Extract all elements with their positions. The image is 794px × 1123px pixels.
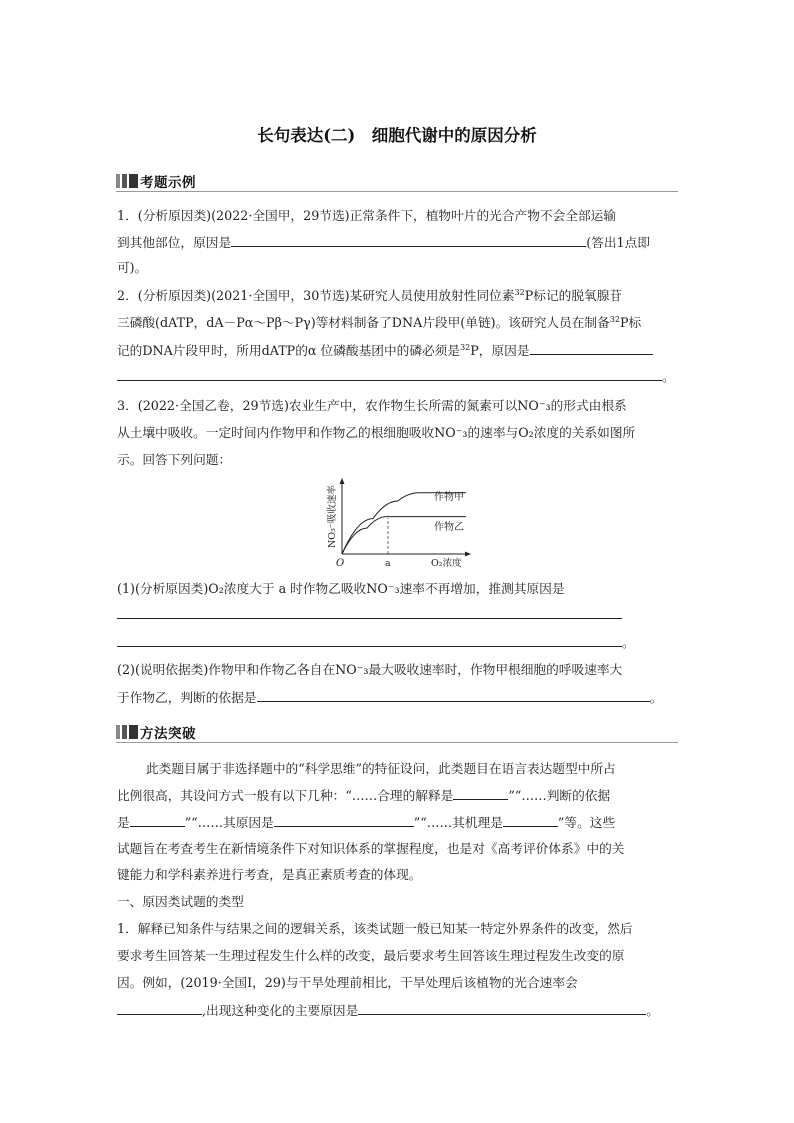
section-label: 方法突破 <box>140 726 196 742</box>
section-divider <box>116 742 678 743</box>
q3-line-1: 3．(2022·全国乙卷，29节选)农业生产中，农作物生长所需的氮素可以NO⁻₃的形式由根系 <box>117 398 627 413</box>
q2-line-2 <box>117 315 679 333</box>
y-axis-label: NO₃⁻吸收速率 <box>327 485 338 548</box>
method-item-1-line-3: 因。例如，(2019·全国Ⅰ，29)与干旱处理前相比，干旱处理后该植物的光合速率会 <box>117 975 578 990</box>
answer-blank[interactable] <box>231 234 586 247</box>
q2-text: 2．(分析原因类)(2021·全国甲，30节选)某研究人员使用放射性同位素 <box>117 288 515 303</box>
method-para-line-1: 此类题目属于非选择题中的“科学思维”的特征设问，此类题目在语言表达题型中所占 <box>146 761 616 776</box>
method-text: ”“……判断的依据 <box>508 788 611 803</box>
q1-line-1: 1．(分析原因类)(2022·全国甲，29节选)正常条件下，植物叶片的光合产物不会全部运输 <box>117 208 617 223</box>
answer-blank[interactable] <box>453 787 508 800</box>
sub1-line-3 <box>117 634 679 651</box>
q2-text: P，原因是 <box>470 343 530 358</box>
q2-line-4 <box>117 368 679 385</box>
section-label: 考题示例 <box>140 175 196 191</box>
q3-line-2: 从土壤中吸收。一定时间内作物甲和作物乙的根细胞吸收NO⁻₃的速率与O₂浓度的关系如图所 <box>117 425 636 440</box>
section-divider <box>116 191 678 192</box>
answer-blank[interactable] <box>117 634 622 647</box>
section-marker-icon <box>116 723 138 741</box>
method-text: ”“……其原因是 <box>184 815 274 830</box>
sub2-line-1: (2)(说明依据类)作物甲和作物乙各自在NO⁻₃最大吸收速率时，作物甲根细胞的呼吸速率大 <box>117 662 623 677</box>
method-para-line-3 <box>117 814 679 831</box>
sub2-end: 。 <box>649 690 663 705</box>
chart-axes <box>340 478 472 557</box>
q2-sup: 32 <box>609 315 620 324</box>
method-text: 比例很高，其设问方式一般有以下几种：“……合理的解释是 <box>117 788 454 803</box>
answer-blank[interactable] <box>117 1002 202 1015</box>
answer-blank[interactable] <box>117 368 662 381</box>
answer-blank[interactable] <box>257 689 650 702</box>
method-text: 是 <box>117 815 130 830</box>
method-item-1-line-2: 要求考生回答某一生理过程发生什么样的改变，最后要求考生回答该生理过程发生改变的原 <box>117 948 625 963</box>
answer-blank[interactable] <box>503 814 558 827</box>
sub2-text: 于作物乙，判断的依据是 <box>117 690 257 705</box>
sub1-line-1: (1)(分析原因类)O₂浓度大于 a 时作物乙吸收NO⁻₃速率不再增加，推测其原因是 <box>117 581 565 596</box>
q1-line-3: 可)。 <box>117 260 148 275</box>
y-axis-arrow-icon <box>340 478 345 484</box>
sub1-end: 。 <box>622 635 635 650</box>
series-label-crop-a: 作物甲 <box>434 492 464 503</box>
q2-line-1 <box>117 288 679 306</box>
q1-text: (答出1点即 <box>586 235 650 250</box>
sub2-line-2 <box>117 689 679 706</box>
q2-text: 三磷酸(dATP，dA－Pα～Pβ～Pγ)等材料制备了DNA片段甲(单链)。该研究人员在制备 <box>117 315 610 330</box>
sub1-line-2 <box>117 606 679 623</box>
uptake-rate-chart <box>316 478 486 570</box>
method-para-line-5: 键能力和学科素养进行考查，是真正素质考查的体现。 <box>117 867 422 882</box>
answer-blank[interactable] <box>358 1002 646 1015</box>
q2-text: P标记的脱氧腺苷 <box>524 288 623 303</box>
section-marker-icon <box>116 172 138 190</box>
x-axis-label: O₂浓度 <box>431 558 462 569</box>
method-item-1-line-4 <box>117 1002 679 1019</box>
q1-line-2 <box>117 234 679 251</box>
x-tick-a: a <box>385 558 391 569</box>
series-label-crop-b: 作物乙 <box>434 522 464 533</box>
method-text: ,出现这种变化的主要原因是 <box>202 1003 359 1018</box>
origin-label: O <box>336 558 345 569</box>
method-end: 。 <box>646 1003 659 1018</box>
method-para-line-2 <box>117 787 679 804</box>
answer-blank[interactable] <box>530 342 653 355</box>
q2-line-3 <box>117 342 679 361</box>
q2-text: P标 <box>619 315 642 330</box>
method-text: ”等。这些 <box>557 815 616 830</box>
section-header-methods <box>116 721 196 743</box>
q2-end: 。 <box>662 369 675 384</box>
method-para-line-4: 试题旨在考查考生在新情境条件下对知识体系的掌握程度，也是对《高考评价体系》中的关 <box>117 841 625 856</box>
q2-sup: 32 <box>514 288 525 297</box>
answer-blank[interactable] <box>274 814 414 827</box>
page-title: 长句表达(二) 细胞代谢中的原因分析 <box>257 126 537 145</box>
method-heading-1: 一、原因类试题的类型 <box>117 894 244 909</box>
x-axis-arrow-icon <box>465 552 471 557</box>
answer-blank[interactable] <box>117 606 622 619</box>
q3-line-3: 示。回答下列问题： <box>117 452 232 467</box>
answer-blank[interactable] <box>130 814 185 827</box>
section-header-examples <box>116 170 196 192</box>
q2-sup: 32 <box>460 343 471 352</box>
method-item-1-line-1: 1．解释已知条件与结果之间的逻辑关系，该类试题一般已知某一特定外界条件的改变，然后 <box>117 921 633 936</box>
q2-text: 记的DNA片段甲时，所用dATP的α 位磷酸基团中的磷必须是 <box>117 343 461 358</box>
method-text: ”“……其机理是 <box>413 815 503 830</box>
q1-text: 到其他部位，原因是 <box>117 235 232 250</box>
